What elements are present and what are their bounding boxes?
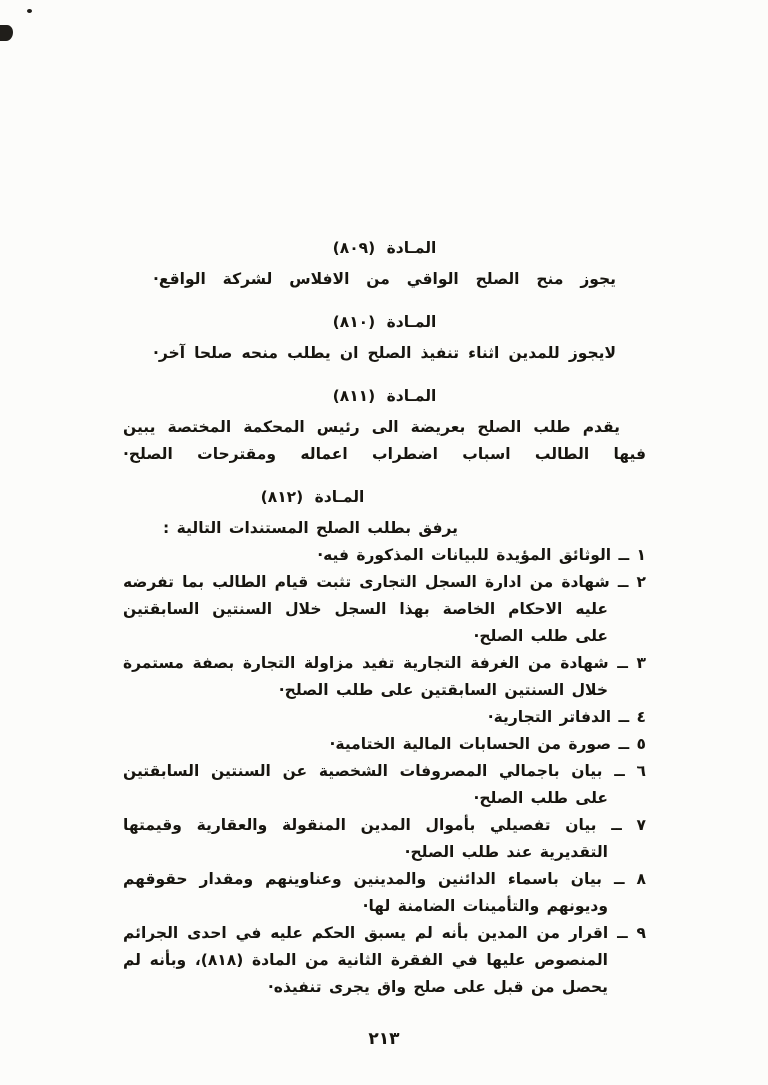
doc-item-8: [123, 866, 646, 920]
article-810-body: لايجوز للمدين اثناء تنفيذ الصلح ان يطلب منحه صلحا آخر·: [153, 344, 616, 362]
article-809: [123, 235, 646, 293]
item-text: بيان تفصيلي بأموال المدين المنقولة والعقارية وقيمتها التقديرية عند طلب الصلح·: [123, 816, 608, 861]
item-number: ٧ ــ: [611, 816, 646, 834]
article-810-title: المـادة (٨١٠): [332, 313, 437, 331]
item-number: ٦ ــ: [614, 762, 646, 780]
doc-item-5: [123, 731, 646, 758]
item-text: الوثائق المؤيدة للبيانات المذكورة فيه·: [317, 546, 612, 564]
article-810: [123, 309, 646, 367]
item-number: ١ ــ: [618, 546, 646, 564]
item-text: صورة من الحسابات المالية الختامية·: [329, 735, 612, 753]
item-number: ٤ ــ: [618, 708, 646, 726]
article-811-title: المـادة (٨١١): [332, 387, 437, 405]
item-text: شهادة من الغرفة التجارية تفيد مزاولة التجارة بصفة مستمرة خلال السنتين السابقتين على طلب الصلح·: [123, 654, 609, 699]
item-text: الدفاتر التجارية·: [487, 708, 612, 726]
article-809-body: يجوز منح الصلح الواقي من الافلاس لشركة الواقع·: [153, 270, 616, 288]
article-812-intro: يرفق بطلب الصلح المستندات التالية :: [163, 519, 458, 537]
doc-item-9: [123, 920, 646, 1001]
page-number: ٢١٣: [368, 1029, 400, 1049]
doc-item-7: [123, 812, 646, 866]
required-documents-list: [123, 542, 646, 1001]
item-text: اقرار من المدين بأنه لم يسبق الحكم عليه في احدى الجرائم المنصوص عليها في الفقرة الثانية من المادة (٨١٨)، وبأنه لم يحصل من قبل على صلح واق يجرى تنفيذه·: [123, 924, 609, 996]
item-number: ٩ ــ: [617, 924, 646, 942]
item-text: بيان باجمالي المصروفات الشخصية عن السنتين السابقتين على طلب الصلح·: [123, 762, 608, 807]
doc-item-2: [123, 569, 646, 650]
item-number: ٣ ــ: [617, 654, 647, 672]
doc-item-3: [123, 650, 646, 704]
page-content: [123, 235, 646, 1017]
scan-artifact: [0, 25, 13, 41]
doc-item-6: [123, 758, 646, 812]
doc-item-4: [123, 704, 646, 731]
item-text: بيان باسماء الدائنين والمدينين وعناوينهم ومقدار حقوقهم وديونهم والتأمينات الضامنة لها·: [123, 870, 608, 915]
doc-item-1: [123, 542, 646, 569]
item-text: شهادة من ادارة السجل التجارى تثبت قيام الطالب بما تفرضه عليه الاحكام الخاصة بهذا السجل خلال السنتين السابقتين على طلب الصلح·: [123, 573, 610, 645]
article-811-body: يقدم طلب الصلح بعريضة الى رئيس المحكمة المختصة يبين فيها الطالب اسباب اضطراب اعماله ومقترحات الصلح·: [123, 418, 646, 463]
article-809-title: المـادة (٨٠٩): [332, 239, 437, 257]
item-number: ٥ ــ: [618, 735, 646, 753]
item-number: ٢ ــ: [617, 573, 646, 591]
article-812: [123, 484, 646, 1001]
scan-artifact: [27, 9, 32, 13]
article-812-title: المـادة (٨١٢): [260, 488, 365, 506]
item-number: ٨ ــ: [613, 870, 646, 888]
article-811: [123, 383, 646, 468]
